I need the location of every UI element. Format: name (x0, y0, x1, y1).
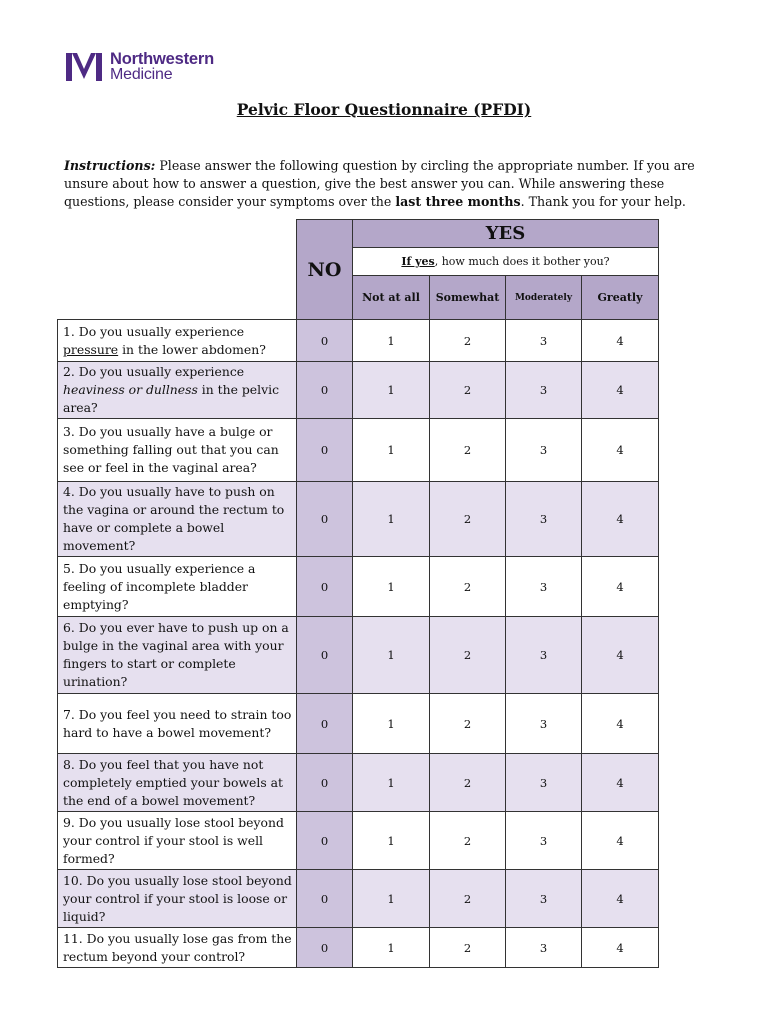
questions-body (58, 320, 659, 968)
question-row (58, 617, 659, 694)
question-row (58, 928, 659, 968)
if-yes-subheader (353, 248, 659, 276)
answer-option[interactable]: 3 (506, 557, 582, 617)
question-text (58, 870, 297, 928)
answer-option[interactable]: 1 (353, 928, 430, 968)
yes-header: YES (353, 220, 659, 248)
answer-option[interactable]: 2 (430, 617, 506, 694)
answer-option[interactable]: 2 (430, 419, 506, 482)
column-header: Not at all (353, 276, 430, 320)
answer-no-option[interactable]: 0 (297, 482, 353, 557)
column-header: Moderately (506, 276, 582, 320)
answer-option[interactable]: 1 (353, 754, 430, 812)
answer-option[interactable]: 1 (353, 362, 430, 419)
question-text (58, 419, 297, 482)
answer-option[interactable]: 1 (353, 419, 430, 482)
answer-option[interactable]: 3 (506, 617, 582, 694)
answer-no-option[interactable]: 0 (297, 812, 353, 870)
question-row (58, 482, 659, 557)
question-text-part: 1. Do you usually experience (63, 323, 245, 339)
answer-option[interactable]: 4 (582, 694, 659, 754)
question-text (58, 754, 297, 812)
answer-option[interactable]: 3 (506, 754, 582, 812)
question-row (58, 362, 659, 419)
question-row (58, 870, 659, 928)
answer-no-option[interactable]: 0 (297, 419, 353, 482)
column-header: Greatly (582, 276, 659, 320)
answer-option[interactable]: 2 (430, 362, 506, 419)
answer-option[interactable]: 3 (506, 812, 582, 870)
answer-option[interactable]: 4 (582, 870, 659, 928)
northwestern-medicine-logo (64, 50, 214, 84)
instructions-text: Please answer the following question by circling the appropriate number. If you are unsure about how to answer a question, give the best answer you can. While answering these questions, please consider your symptoms over the (64, 158, 695, 209)
answer-no-option[interactable]: 0 (297, 320, 353, 362)
question-row (58, 754, 659, 812)
answer-option[interactable]: 4 (582, 557, 659, 617)
answer-option[interactable]: 3 (506, 419, 582, 482)
no-header: NO (297, 220, 353, 320)
answer-option[interactable]: 4 (582, 754, 659, 812)
question-text-part: 5. Do you usually experience a feeling of incomplete bladder emptying? (63, 560, 256, 612)
question-text (58, 928, 297, 968)
answer-option[interactable]: 3 (506, 362, 582, 419)
instructions-label: Instructions: (64, 158, 156, 173)
column-header: Somewhat (430, 276, 506, 320)
question-text-part: 11. Do you usually lose gas from the rectum beyond your control? (63, 930, 292, 964)
nm-monogram-icon (64, 51, 104, 83)
instructions-emphasis: last three months (395, 194, 521, 209)
answer-option[interactable]: 4 (582, 617, 659, 694)
answer-option[interactable]: 3 (506, 870, 582, 928)
question-text-part: 7. Do you feel you need to strain too hard to have a bowel movement? (63, 706, 292, 740)
logo-wordmark-line1: Northwestern (110, 50, 214, 68)
answer-option[interactable]: 4 (582, 419, 659, 482)
answer-no-option[interactable]: 0 (297, 617, 353, 694)
answer-no-option[interactable]: 0 (297, 694, 353, 754)
answer-option[interactable]: 1 (353, 482, 430, 557)
answer-no-option[interactable]: 0 (297, 754, 353, 812)
answer-option[interactable]: 4 (582, 362, 659, 419)
question-text-part: in the lower abdomen? (118, 341, 266, 357)
question-text (58, 320, 297, 362)
answer-option[interactable]: 4 (582, 482, 659, 557)
question-text-part: 10. Do you usually lose stool beyond your control if your stool is loose or liquid? (63, 872, 292, 924)
answer-option[interactable]: 3 (506, 694, 582, 754)
answer-option[interactable]: 1 (353, 617, 430, 694)
question-text (58, 812, 297, 870)
instructions (64, 157, 714, 211)
question-text-part: pressure (63, 341, 119, 357)
question-text (58, 362, 297, 419)
answer-option[interactable]: 1 (353, 320, 430, 362)
answer-option[interactable]: 3 (506, 928, 582, 968)
answer-no-option[interactable]: 0 (297, 362, 353, 419)
answer-option[interactable]: 3 (506, 482, 582, 557)
answer-option[interactable]: 4 (582, 812, 659, 870)
question-text (58, 617, 297, 694)
question-text (58, 694, 297, 754)
answer-option[interactable]: 2 (430, 482, 506, 557)
question-text-part: 4. Do you usually have to push on the vagina or around the rectum to have or complete a bowel movement? (63, 484, 285, 553)
answer-option[interactable]: 1 (353, 557, 430, 617)
answer-option[interactable]: 1 (353, 694, 430, 754)
answer-option[interactable]: 4 (582, 928, 659, 968)
question-text-part: 2. Do you usually experience (63, 364, 245, 379)
empty-corner-cell (58, 220, 297, 320)
page-title: Pelvic Floor Questionnaire (PFDI) (236, 100, 532, 119)
answer-option[interactable]: 2 (430, 694, 506, 754)
question-row (58, 419, 659, 482)
question-text (58, 482, 297, 557)
answer-option[interactable]: 2 (430, 320, 506, 362)
answer-no-option[interactable]: 0 (297, 870, 353, 928)
answer-option[interactable]: 3 (506, 320, 582, 362)
answer-no-option[interactable]: 0 (297, 557, 353, 617)
question-row (58, 812, 659, 870)
question-row (58, 694, 659, 754)
instructions-closing: . Thank you for your help. (520, 194, 686, 209)
answer-option[interactable]: 2 (430, 812, 506, 870)
answer-option[interactable]: 2 (430, 754, 506, 812)
question-row (58, 557, 659, 617)
logo-wordmark-line2: Medicine (110, 66, 173, 83)
answer-option[interactable]: 4 (582, 320, 659, 362)
question-text-part: 9. Do you usually lose stool beyond your control if your stool is well formed? (63, 814, 284, 866)
answer-option[interactable]: 1 (353, 812, 430, 870)
answer-option[interactable]: 2 (430, 557, 506, 617)
question-text-part: 8. Do you feel that you have not completely emptied your bowels at the end of a bowel movement? (63, 756, 284, 808)
answer-option[interactable]: 1 (353, 870, 430, 928)
question-text-part: 6. Do you ever have to push up on a bulge in the vaginal area with your fingers to start or complete urination? (63, 620, 289, 689)
answer-no-option[interactable]: 0 (297, 928, 353, 968)
if-yes-label: If yes (401, 255, 435, 268)
if-yes-question: , how much does it bother you? (434, 255, 610, 268)
questionnaire-table (57, 219, 659, 968)
question-text (58, 557, 297, 617)
question-row (58, 320, 659, 362)
question-text-part: in the pelvic area? (63, 382, 280, 415)
answer-option[interactable]: 2 (430, 928, 506, 968)
answer-option[interactable]: 2 (430, 870, 506, 928)
question-text-part: heaviness or dullness (63, 382, 198, 397)
question-text-part: 3. Do you usually have a bulge or something falling out that you can see or feel in the vaginal area? (63, 424, 279, 475)
